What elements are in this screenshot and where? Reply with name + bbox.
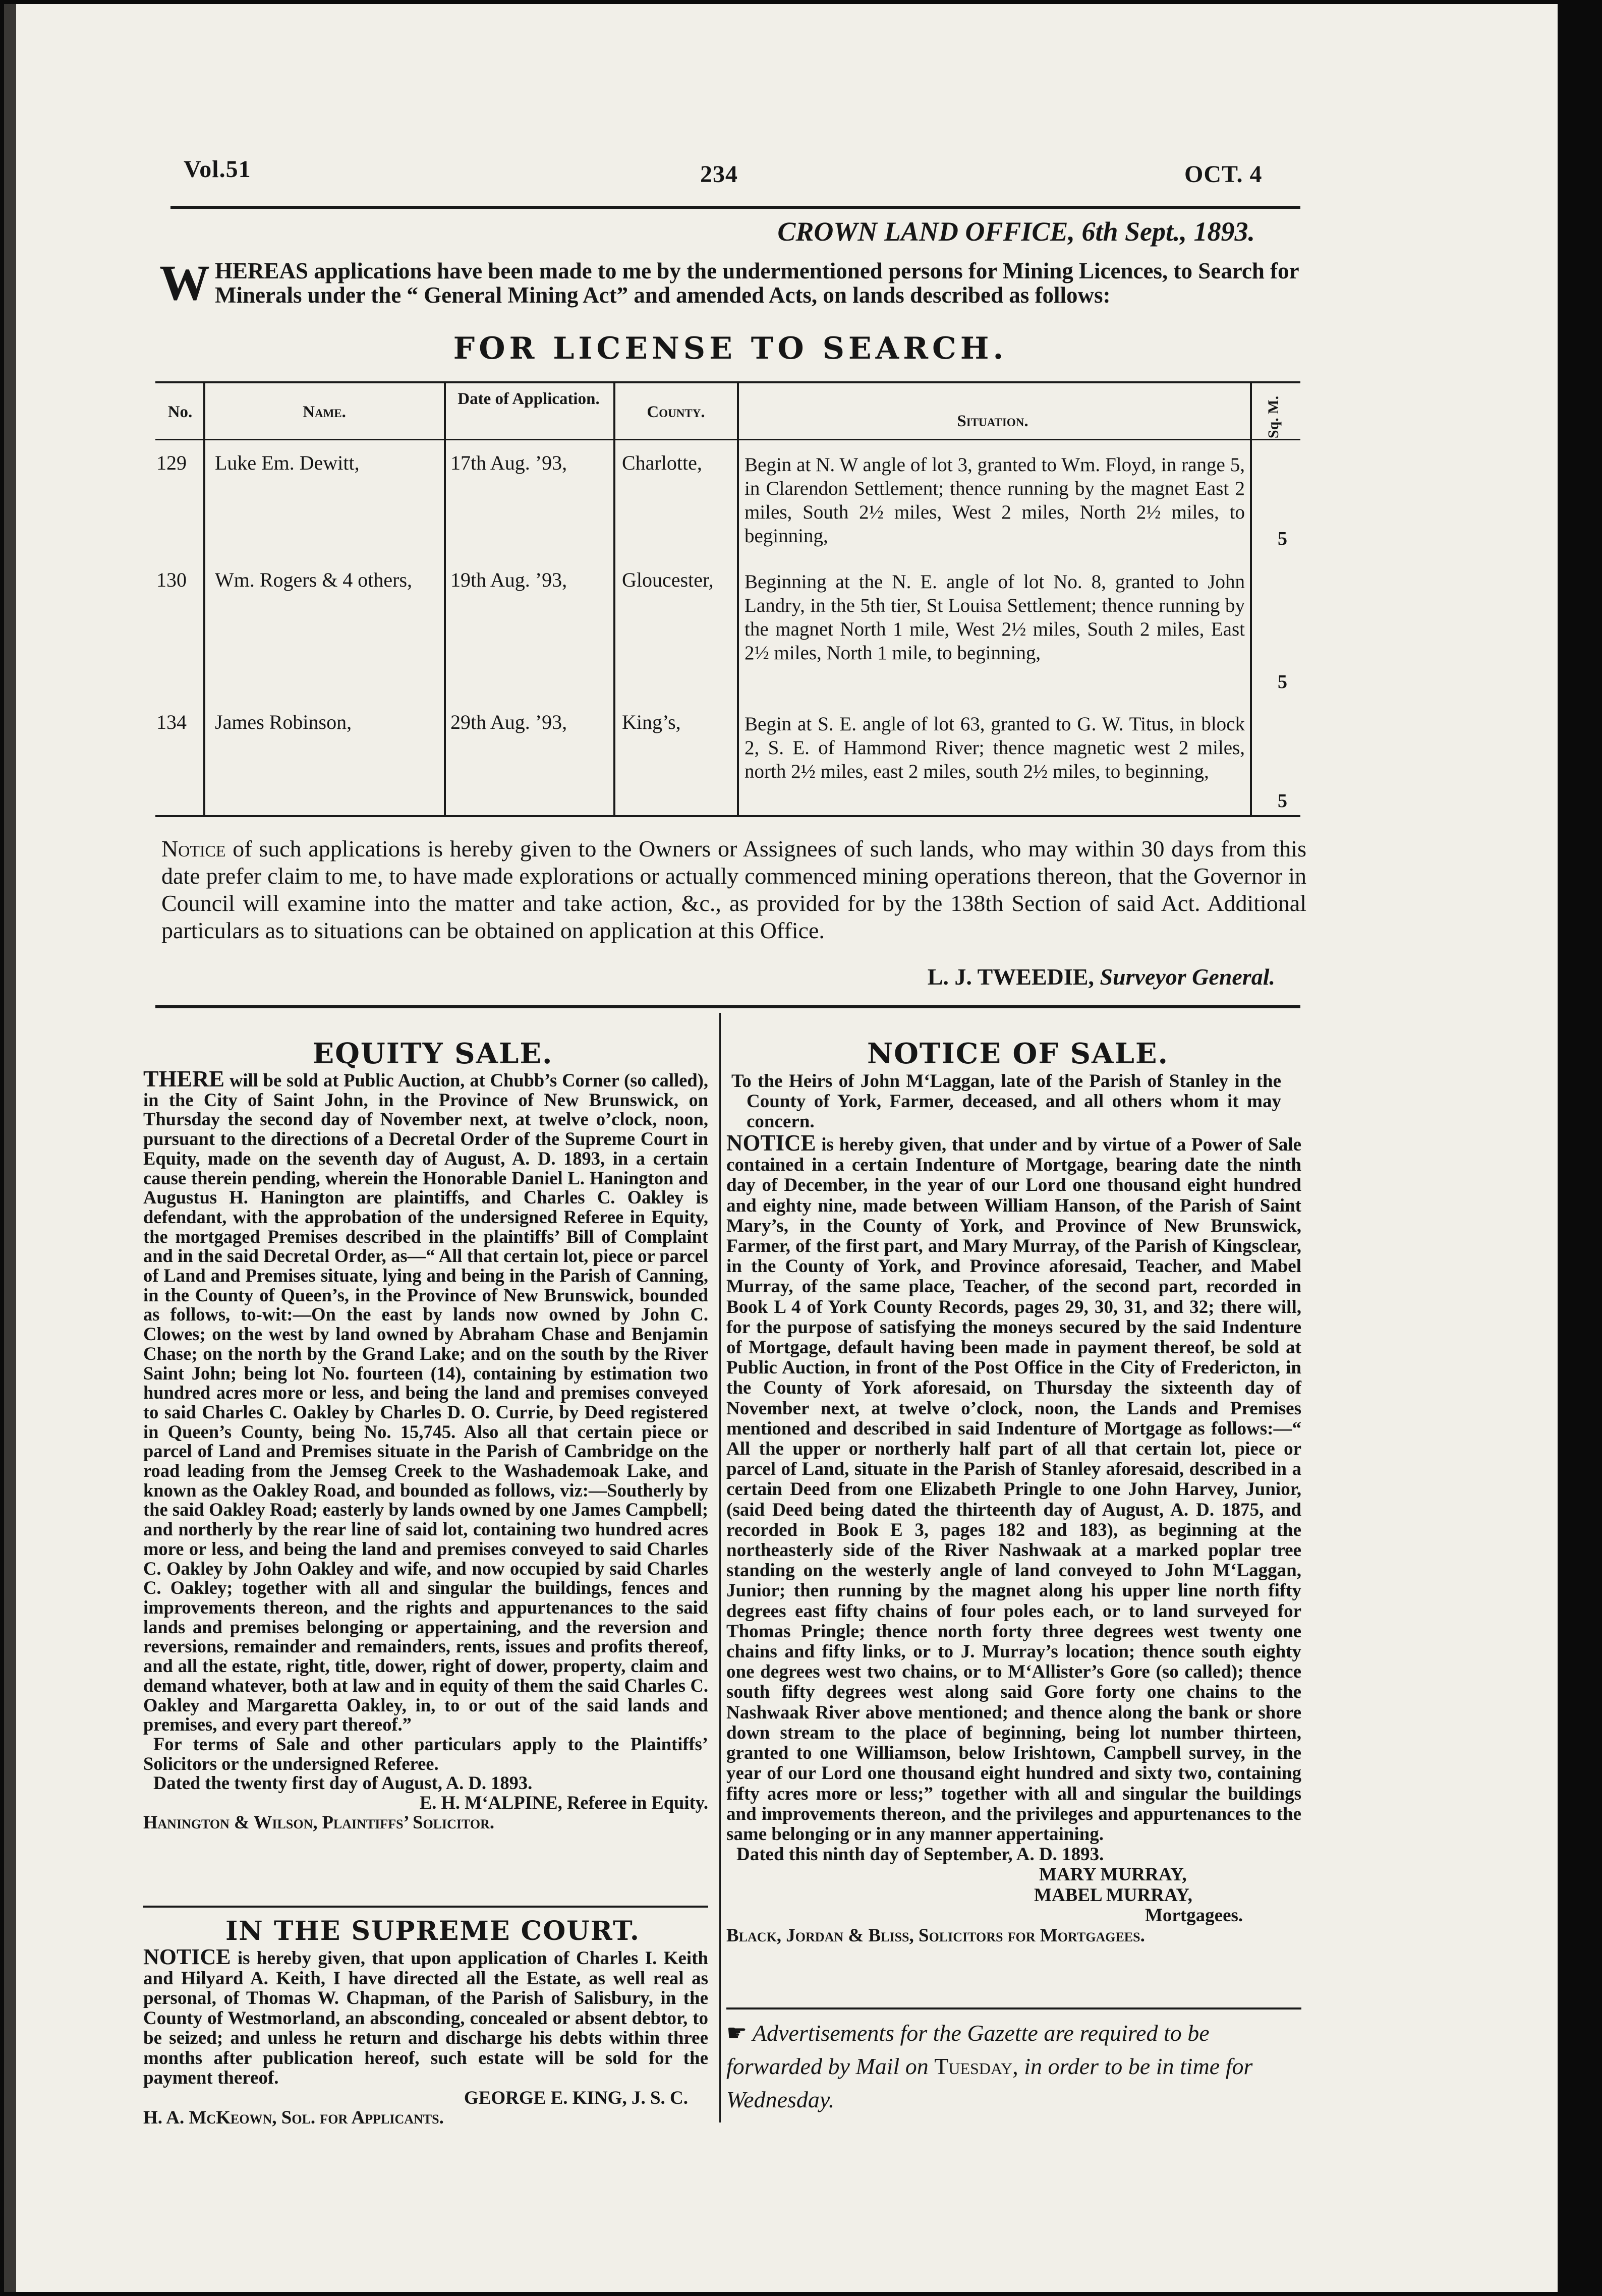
row-2-situation: Beginning at the N. E. angle of lot No. 8, granted to John Landry, in the 5th tier, St Louisa Settlement; thence running by the magnet North 1 mile, West 2½ miles, South 2 miles, East 2½ miles, North 1 mile, to beginning, — [745, 571, 1245, 664]
notice-of-sale-lead: NOTICE — [726, 1130, 816, 1156]
equity-sale-body — [143, 1066, 708, 1832]
col-header-date: Date of Application. — [457, 390, 600, 408]
left-column-rule — [143, 1906, 708, 1908]
page-number: 234 — [700, 161, 738, 188]
row-3-square-miles: 5 — [1278, 790, 1287, 812]
col-header-no: No. — [167, 403, 193, 421]
whereas-intro — [159, 255, 1314, 311]
license-section-title: FOR LICENSE TO SEARCH. — [453, 331, 1008, 366]
table-col-divider — [444, 381, 446, 815]
notice-of-sale-signer-2: MABEL MURRAY, — [1034, 1884, 1192, 1906]
row-1-date: 17th Aug. ’93, — [450, 451, 567, 474]
equity-sale-solicitors: Hanington & Wilson, Plaintiffs’ Solicitor. — [143, 1811, 495, 1832]
supreme-court-lead: NOTICE — [143, 1944, 231, 1969]
drop-capital: W — [159, 255, 210, 311]
col-header-name: Name. — [303, 403, 346, 421]
col-header-square-miles: Sq. M. — [1265, 395, 1282, 439]
row-2-name: Wm. Rogers & 4 others, — [215, 568, 413, 591]
office-name: CROWN LAND OFFICE, — [777, 216, 1075, 247]
equity-sale-terms: For terms of Sale and other particulars apply to the Plaintiffs’ Solicitors or the undersigned Referee. — [143, 1733, 708, 1774]
crown-land-office-heading — [609, 216, 1255, 247]
table-header-rule — [155, 439, 1300, 440]
table-col-divider — [613, 381, 615, 815]
table-col-divider — [203, 381, 205, 815]
equity-sale-lead: THERE — [143, 1066, 225, 1092]
office-year: 1893. — [1193, 216, 1255, 247]
row-1-situation: Begin at N. W angle of lot 3, granted to Wm. Floyd, in range 5, in Clarendon Settlement; thence running by the magnet East 2 miles, South 2½ miles, West 2 miles, North 2½ miles, to beginning, — [745, 454, 1245, 547]
supreme-court-body — [143, 1944, 708, 2128]
notice-text: of such applications is hereby given to the Owners or Assignees of such lands, who may within 30 days from this date prefer claim to me, to have made explorations or actually commenced mining operations thereon, that the Governor in Council will examine into the matter and take action, &c., as provided for by the 138th Section of said Act. Additional particulars as to situations can be obtained on application at this Office. — [161, 836, 1306, 943]
col-header-county: County. — [647, 403, 705, 421]
notice-of-applications — [161, 835, 1306, 944]
supreme-court-judge: GEORGE E. KING, J. S. C. — [464, 2087, 688, 2108]
supreme-court-text: is hereby given, that upon application of Charles I. Keith and Hilyard A. Keith, I have directed all the Estate, as well real as personal, of Thomas W. Chapman, of the Parish of Salisbury, in the County of Westmorland, an absconding, concealed or absent debtor, to be seized; and unless he return and discharge his debts within three months after publication hereof, such estate will be sold for the payment thereof. — [143, 1948, 708, 2088]
equity-sale-text: will be sold at Public Auction, at Chubb’s Corner (so called), in the City of Saint John, in the Province of New Brunswick, on Thursday the second day of November next, at twelve o’clock, noon, pursuant to the directions of a Decretal Order of the Supreme Court in Equity, made on the seventh day of August, A. D. 1893, in a certain cause therein pending, wherein the Honorable Daniel L. Hanington and Augustus H. Hanington are plaintiffs, and Charles C. Oakley is defendant, with the approbation of the undersigned Referee in Equity, the mortgaged Premises described in the plaintiffs’ Bill of Complaint and in the said Decretal Order, as—“ All that certain lot, piece or parcel of Land and Premises situate, lying and being in the Parish of Canning, in the County of Queen’s, in the Province of New Brunswick, bounded as follows, to-wit:—On the east by lands now owned by John C. Clowes; on the west by land owned by Abraham Chase and Benjamin Chase; on the north by the Grand Lake; and on the south by the River Saint John; being lot No. fourteen (14), containing by estimation two hundred acres more or less, and being the land and premises conveyed to said Charles C. Oakley by Charles D. O. Currie, by Deed registered in Queen’s County, being No. 15,745. Also all that certain piece or parcel of Land and Premises situate in the Parish of Cambridge on the road leading from the Jemseg Creek to the Washademoak Lake, and known as the Oakley Road, and bounded as follows, viz:—Southerly by the said Oakley Road; easterly by lands owned by one James Campbell; and northerly by the rear line of said lot, containing two hundred acres more or less, and being the land and premises conveyed to said Charles C. Oakley by John Oakley and wife, and now occupied by said Charles C. Oakley; together with all and singular the buildings, fences and improvements thereon, and the rights and appurtenances to the said lands and premises belonging or appertaining, and the reversion and reversions, remainder and remainders, rents, issues and profits thereof, and all the estate, right, title, dower, right of dower, property, claim and demand whatever, both at law and in equity of them the said Charles C. Oakley and Margaretta Oakley, in, to or out of the said lands and premises, and every part thereof.” — [143, 1070, 708, 1735]
notice-of-sale-text: is hereby given, that under and by virtue of a Power of Sale contained in a certain Indenture of Mortgage, bearing date the ninth day of December, in the year of our Lord one thousand eight hundred and eighty nine, made between William Hanson, of the Parish of Saint Mary’s, in the County of York, and Province of New Brunswick, Farmer, of the first part, and Mary Murray, of the Parish of Kingsclear, in the County of York, and Province aforesaid, Teacher, and Mabel Murray, of the same place, Teacher, of the second part, recorded in Book L 4 of York County Records, pages 29, 30, 31, and 32; there will, for the purpose of satisfying the moneys secured by the said Indenture of Mortgage, default having been made in payment thereof, be sold at Public Auction, in front of the Post Office in the City of Fredericton, in the County of York aforesaid, on Thursday the sixteenth day of November next, at twelve o’clock, noon, the Lands and Premises mentioned and described in said Indenture of Mortgage as follows:—“ All the upper or northerly half part of all that certain lot, piece or parcel of Land, situate in the Parish of Stanley aforesaid, described in a certain Deed from one Elizabeth Pringle to one John Harvey, Junior, (said Deed being dated the thirteenth day of August, A. D. 1875, and recorded in Book E 3, pages 182 and 183), as beginning at the northeasterly side of the River Nashwaak at a marked poplar tree standing on the westerly angle of land conveyed to John M‘Laggan, Junior; then running by the magnet along his upper line north fifty degrees east fifty chains of four poles each, or to land surveyed for Thomas Pringle; thence north forty three degrees west twenty one chains and fifty links, or to J. Murray’s location; thence south eighty one degrees west two chains, or to M‘Allister’s Gore (so called); thence south fifty degrees west along said Gore forty one chains to the Nashwaak River above mentioned; and thence along the bank or shore down stream to the place of beginning, being lot number thirteen, granted to one Williamson, below Irishtown, Campbell survey, in the year of our Lord one thousand eight hundred and sixty two, containing fifty acres more or less;” together with all and singular the buildings and improvements thereon, and the privileges and appurtenances to the same belonging or in any manner appertaining. — [726, 1134, 1301, 1845]
header-rule — [170, 206, 1300, 209]
column-divider — [719, 1013, 721, 2122]
row-3-situation: Begin at S. E. angle of lot 63, granted to G. W. Titus, in block 2, S. E. of Hammond River; thence magnetic west 2 miles, north 2½ miles, east 2 miles, south 2½ miles, to beginning, — [745, 713, 1245, 782]
notice-of-sale-solicitors: Black, Jordan & Bliss, Solicitors for Mortgagees. — [726, 1925, 1145, 1946]
row-2-no: 130 — [156, 568, 187, 591]
col-header-situation: Situation. — [957, 412, 1028, 430]
page-binding-edge — [4, 4, 16, 2292]
row-3-date: 29th Aug. ’93, — [450, 711, 567, 733]
advertisement-notice — [726, 2017, 1286, 2116]
table-bottom-rule — [155, 815, 1300, 817]
equity-sale-referee: E. H. M‘ALPINE, Referee in Equity. — [419, 1792, 708, 1813]
advertisement-day: Tuesday, — [934, 2053, 1018, 2079]
notice-lead: Notice — [161, 836, 226, 862]
table-col-divider — [737, 381, 739, 815]
equity-sale-title: EQUITY SALE. — [312, 1037, 553, 1070]
advertisement-text-a: Advertisements for the Gazette are required to be forwarded by Mail on — [726, 2020, 1210, 2079]
surveyor-signature — [862, 963, 1275, 990]
supreme-court-title: IN THE SUPREME COURT. — [225, 1916, 641, 1946]
office-date: 6th Sept., — [1081, 216, 1187, 247]
section-rule — [155, 1005, 1300, 1008]
row-3-name: James Robinson, — [215, 711, 352, 733]
row-2-date: 19th Aug. ’93, — [450, 568, 567, 591]
row-1-county: Charlotte, — [622, 451, 702, 474]
row-1-name: Luke Em. Dewitt, — [215, 451, 360, 474]
gazette-page — [4, 4, 1558, 2292]
supreme-court-solicitor: H. A. McKeown, Sol. for Applicants. — [143, 2107, 444, 2128]
row-1-no: 129 — [156, 451, 187, 474]
notice-of-sale-body — [726, 1130, 1301, 1946]
row-1-square-miles: 5 — [1278, 528, 1287, 549]
row-2-county: Gloucester, — [622, 568, 714, 591]
table-col-divider — [1250, 381, 1252, 815]
surveyor-title: Surveyor General. — [1100, 964, 1275, 990]
right-column-rule — [726, 2007, 1301, 2010]
notice-of-sale-signer-1: MARY MURRAY, — [1039, 1864, 1187, 1885]
intro-text: HEREAS applications have been made to me by the undermentioned persons for Mining Licences, to Search for Minerals under the “ General Mining Act” and amended Acts, on lands described as follows: — [215, 258, 1299, 308]
equity-sale-dated: Dated the twenty first day of August, A. D. 1893. — [153, 1772, 533, 1794]
notice-of-sale-signer-role: Mortgagees. — [1145, 1905, 1243, 1926]
row-3-no: 134 — [156, 711, 187, 733]
pointing-hand-icon: ☛ — [726, 2020, 748, 2046]
table-top-rule — [155, 381, 1300, 383]
notice-of-sale-title: NOTICE OF SALE. — [867, 1037, 1169, 1070]
notice-of-sale-address: To the Heirs of John M‘Laggan, late of the Parish of Stanley in the County of York, Farmer, deceased, and all others whom it may concern. — [731, 1071, 1281, 1132]
advertisement-text-b: in order to be in time for Wednesday. — [726, 2053, 1253, 2112]
row-2-square-miles: 5 — [1278, 671, 1287, 693]
issue-date: OCT. 4 — [1184, 161, 1263, 188]
volume-number: Vol.51 — [184, 156, 251, 183]
surveyor-name: L. J. TWEEDIE, — [927, 964, 1094, 990]
row-3-county: King’s, — [622, 711, 681, 733]
notice-of-sale-dated: Dated this ninth day of September, A. D. 1893. — [736, 1844, 1104, 1865]
